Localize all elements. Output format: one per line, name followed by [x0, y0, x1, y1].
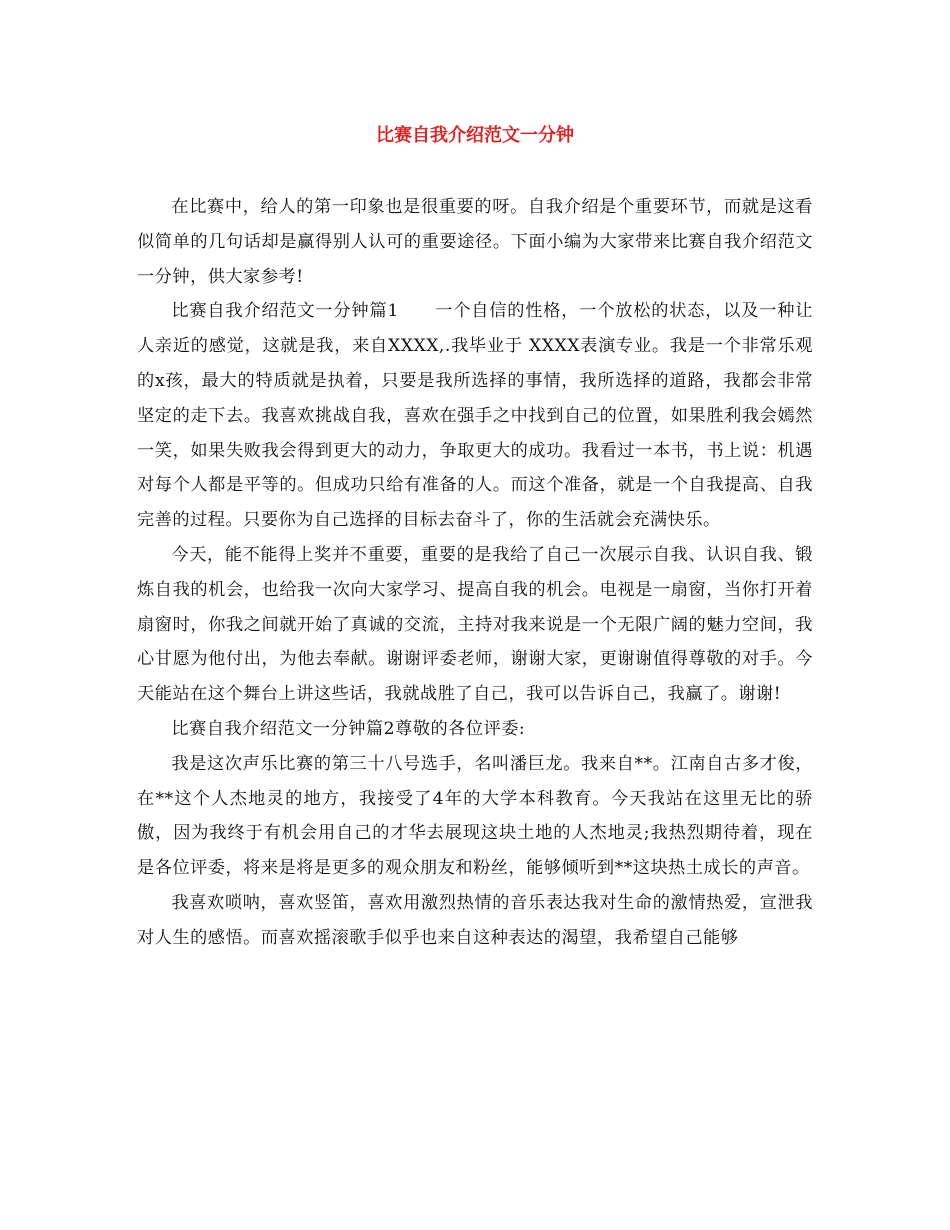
paragraph-sample-1-closing: 今天，能不能得上奖并不重要，重要的是我给了自己一次展示自我、认识自我、锻炼自我的机会，也给我一次向大家学习、提高自我的机会。电视是一扇窗，当你打开着扇窗时，你我之间就开始了真诚的交流，主持对我来说是一个无限广阔的魅力空间，我心甘愿为他付出，为他去奉献。谢谢评委老师，谢谢大家，更谢谢值得尊敬的对手。今天能站在这个舞台上讲这些话，我就战胜了自己，我可以告诉自己，我赢了。谢谢! — [137, 544, 813, 705]
paragraph-sample-2-heading: 比赛自我介绍范文一分钟篇2尊敬的各位评委: — [171, 718, 526, 739]
paragraph-sample-2-body: 我是这次声乐比赛的第三十八号选手，名叫潘巨龙。我来自**。江南自古多才俊，在**这个人杰地灵的地方，我接受了4年的大学本科教育。今天我站在这里无比的骄傲，因为我终于有机会用自己的才华去展现这块土地的人杰地灵;我热烈期待着，现在是各位评委，将来是将是更多的观众朋友和粉丝，能够倾听到**这块热土成长的声音。 — [137, 753, 813, 879]
document-title: 比赛自我介绍范文一分钟 — [376, 125, 574, 146]
document-body — [137, 190, 813, 956]
paragraph-sample-1: 比赛自我介绍范文一分钟篇1 一个自信的性格，一个放松的状态，以及一种让人亲近的感觉，这就是我，来自XXXX,.我毕业于 XXXX表演专业。我是一个非常乐观的x孩，最大的特质就是执着，只要是我所选择的事情，我所选择的道路，我都会非常坚定的走下去。我喜欢挑战自我，喜欢在强手之中找到自己的位置，如果胜利我会嫣然一笑，如果失败我会得到更大的动力，争取更大的成功。我看过一本书，书上说：机遇对每个人都是平等的。但成功只给有准备的人。而这个准备，就是一个自我提高、自我完善的过程。只要你为自己选择的目标去奋斗了，你的生活就会充满快乐。 — [137, 301, 813, 531]
paragraph-intro: 在比赛中，给人的第一印象也是很重要的呀。自我介绍是个重要环节，而就是这看似简单的几句话却是赢得别人认可的重要途径。下面小编为大家带来比赛自我介绍范文一分钟，供大家参考! — [137, 197, 813, 287]
paragraph-sample-2-continued: 我喜欢唢呐，喜欢竖笛，喜欢用激烈热情的音乐表达我对生命的激情热爱，宣泄我对人生的感悟。而喜欢摇滚歌手似乎也来自这种表达的渴望，我希望自己能够 — [137, 892, 813, 948]
